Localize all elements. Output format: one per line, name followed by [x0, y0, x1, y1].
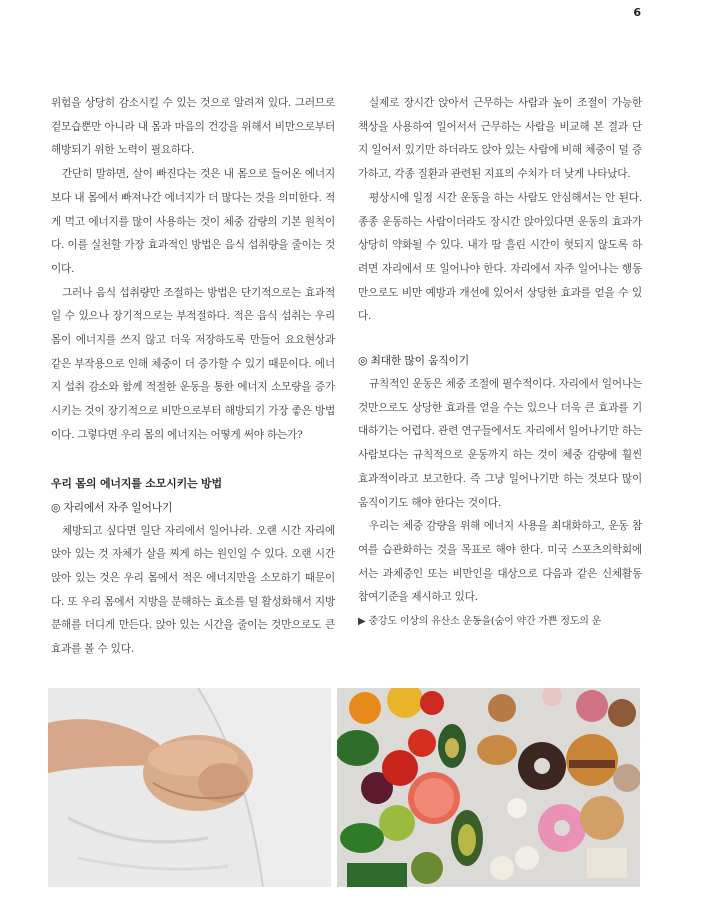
subheading-move-more: ◎ 최대한 많이 움직이기 [358, 354, 469, 368]
left-column [51, 92, 335, 662]
right-paragraph-1: 실제로 장시간 앉아서 근무하는 사람과 높이 조절이 가능한 책상을 사용하여 일어서서 근무하는 사람을 비교해 본 결과 단지 일어서 있기만 하더라도 앉아 있는 사람에 비해 체중이 덜 증가하고, 각종 질환과 관련된 지표의 수치가 더 낮게 나타났다. [358, 97, 642, 181]
left-paragraph-4: 체방되고 싶다면 일단 자리에서 일어나라. 오랜 시간 자리에 앉아 있는 것 자체가 살을 찌게 하는 원인일 수 있다. 오랜 시간 앉아 있는 것은 우리 몸에서 적은 에너지만을 소모하기 때문이다. 또 우리 몸에서 지방을 분해하는 효소를 덜 활성화해서 지방분해를 더디게 만든다. 앉아 있는 시간을 줄이는 것만으로도 큰 효과를 볼 수 있다. [51, 524, 335, 656]
right-paragraph-3: 규칙적인 운동은 체중 조절에 필수적이다. 자리에서 일어나는 것만으로도 상당한 효과를 얻을 수는 있으나 더욱 큰 효과를 기대하기는 어렵다. 관련 연구들에서도 자리에서 일어나기만 하는 사람보다는 규칙적으로 운동까지 하는 것이 체중 감량에 훨씬 효과적이라고 보고한다. 즉 그냥 일어나기만 하는 것보다 많이 움직이기도 해야 한다는 것이다. [358, 378, 643, 509]
left-paragraph-3: 그러나 음식 섭취량만 조절하는 방법은 단기적으로는 효과적일 수 있으나 장기적으로는 부적절하다. 적은 음식 섭취는 우리 몸이 에너지를 쓰지 않고 더욱 저장하도록 만들어 요요현상과 같은 부작용으로 인해 체중이 더 증가할 수 있기 때문이다. 에너지 섭취 감소와 함께 적절한 운동을 통한 에너지 소모량을 증가시키는 것이 장기적으로 비만으로부터 해방되기 가장 좋은 방법이다. 그렇다면 우리 몸의 에너지는 어떻게 써야 하는가? [51, 286, 335, 441]
page-number: 6 [633, 6, 641, 19]
bullet-note: ▶ 중강도 이상의 유산소 운동을(숨이 약간 가쁜 정도의 운 [358, 616, 602, 628]
section-heading: 우리 몸의 에너지를 소모시키는 방법 [51, 476, 222, 490]
left-paragraph-2: 간단히 말하면, 살이 빠진다는 것은 내 몸으로 들어온 에너지보다 내 몸에서 빠져나간 에너지가 더 많다는 것을 의미한다. 적게 먹고 에너지를 많이 사용하는 것이 체중 감량의 기본 원칙이다. 이를 실천할 가장 효과적인 방법은 음식 섭취량을 줄이는 것이다. [51, 168, 335, 275]
right-paragraph-2: 평상시에 일정 시간 운동을 하는 사람도 안심해서는 안 된다. 종종 운동하는 사람이더라도 장시간 앉아있다면 운동의 효과가 상당히 약화될 수 있다. 내가 땀 흘린 시간이 헛되지 않도록 하려면 자리에서 또 일어나야 한다. 자리에서 자주 일어나는 행동만으로도 비만 예방과 개선에 있어서 상당한 효과를 얻을 수 있다. [358, 191, 642, 323]
food-comparison-photo [337, 688, 640, 887]
subheading-stand-up: ◎ 자리에서 자주 일어나기 [51, 500, 173, 514]
belly-fat-illustration [48, 688, 331, 887]
left-paragraph-1: 위험을 상당히 감소시킬 수 있는 것으로 알려져 있다. 그러므로 겉모습뿐만 아니라 내 몸과 마음의 건강을 위해서 비만으로부터 해방되기 위한 노력이 필요하다. [51, 97, 335, 157]
right-column [358, 92, 642, 634]
food-illustration [337, 688, 640, 887]
belly-fat-photo [48, 688, 331, 887]
right-paragraph-4: 우리는 체중 감량을 위해 에너지 사용을 최대화하고, 운동 참여를 습관화하는 것을 목표로 해야 한다. 미국 스포츠의학회에서는 과체중인 또는 비만인을 대상으로 다음과 같은 신체활동 참여기준을 제시하고 있다. [358, 520, 642, 604]
